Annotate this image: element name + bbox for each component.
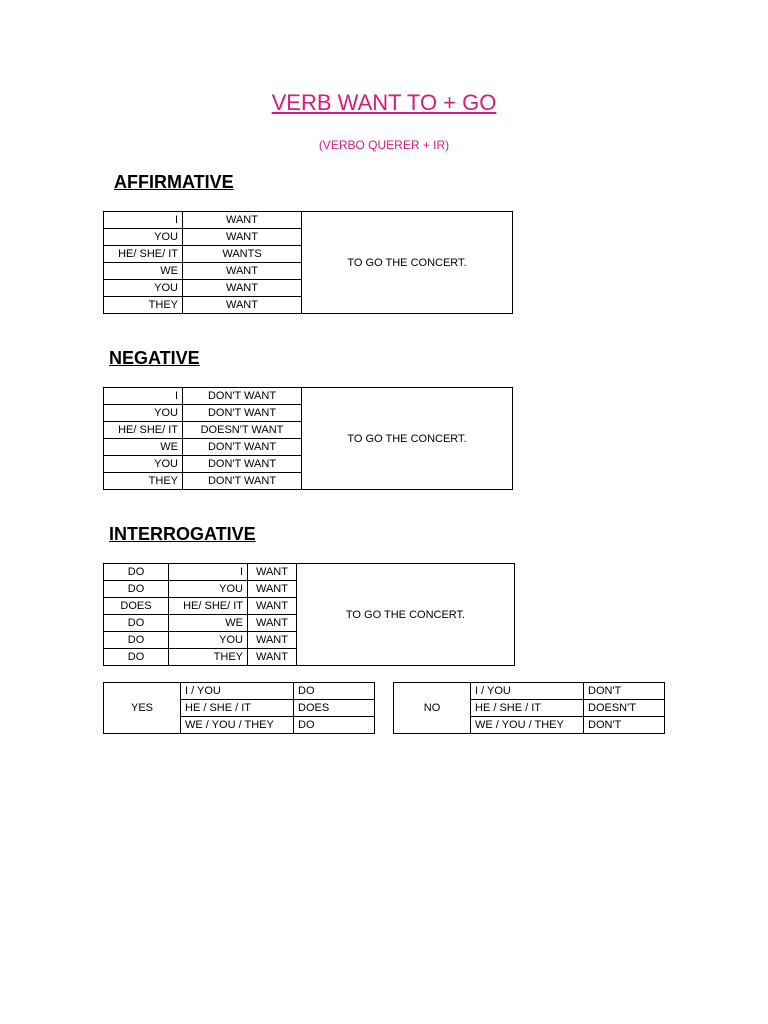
table-row — [394, 683, 665, 700]
verb-cell: WANT — [248, 564, 297, 581]
subject-cell: THEY — [104, 297, 183, 314]
subject-cell: HE / SHE / IT — [471, 700, 584, 717]
verb-cell: DON'T WANT — [183, 456, 302, 473]
page-title: VERB WANT TO + GO — [271, 90, 497, 115]
table-row — [104, 212, 513, 229]
verb-cell: WANT — [183, 280, 302, 297]
verb-cell: WANT — [248, 632, 297, 649]
interrogative-table — [103, 563, 515, 666]
aux-cell: DON'T — [584, 683, 665, 700]
subject-cell: WE — [104, 263, 183, 280]
verb-cell: DON'T WANT — [183, 405, 302, 422]
verb-cell: DON'T WANT — [183, 439, 302, 456]
verb-cell: WANT — [183, 263, 302, 280]
subject-cell: HE/ SHE/ IT — [169, 598, 248, 615]
subject-cell: I / YOU — [471, 683, 584, 700]
subject-cell: HE / SHE / IT — [181, 700, 294, 717]
subject-cell: I — [104, 212, 183, 229]
aux-cell: DO — [294, 683, 375, 700]
affirmative-table — [103, 211, 513, 314]
complement-cell: TO GO THE CONCERT. — [302, 388, 513, 490]
negative-table — [103, 387, 513, 490]
aux-cell: DOESN'T — [584, 700, 665, 717]
subject-cell: HE/ SHE/ IT — [104, 422, 183, 439]
affirmative-heading: AFFIRMATIVE — [114, 172, 234, 192]
table-row — [104, 683, 375, 700]
subject-cell: YOU — [104, 280, 183, 297]
verb-cell: DON'T WANT — [183, 473, 302, 490]
verb-cell: WANT — [248, 598, 297, 615]
subject-cell: YOU — [104, 456, 183, 473]
aux-cell: DO — [104, 581, 169, 598]
aux-cell: DO — [104, 564, 169, 581]
subject-cell: HE/ SHE/ IT — [104, 246, 183, 263]
yes-answers-table — [103, 682, 375, 734]
subject-cell: WE / YOU / THEY — [181, 717, 294, 734]
no-label: NO — [394, 683, 471, 734]
aux-cell: DOES — [104, 598, 169, 615]
verb-cell: DON'T WANT — [183, 388, 302, 405]
verb-cell: WANT — [183, 212, 302, 229]
negative-heading: NEGATIVE — [109, 348, 200, 368]
aux-cell: DON'T — [584, 717, 665, 734]
no-answers-table — [393, 682, 665, 734]
complement-cell: TO GO THE CONCERT. — [302, 212, 513, 314]
verb-cell: WANT — [248, 581, 297, 598]
subject-cell: WE — [104, 439, 183, 456]
verb-cell: WANTS — [183, 246, 302, 263]
verb-cell: WANT — [248, 649, 297, 666]
aux-cell: DO — [294, 717, 375, 734]
subject-cell: THEY — [104, 473, 183, 490]
subject-cell: YOU — [104, 229, 183, 246]
page-subtitle: (VERBO QUERER + IR) — [318, 138, 450, 152]
aux-cell: DO — [104, 615, 169, 632]
subject-cell: I — [169, 564, 248, 581]
aux-cell: DO — [104, 632, 169, 649]
verb-cell: WANT — [183, 229, 302, 246]
interrogative-heading: INTERROGATIVE — [109, 524, 256, 544]
subject-cell: I — [104, 388, 183, 405]
table-row — [104, 388, 513, 405]
subject-cell: I / YOU — [181, 683, 294, 700]
verb-cell: WANT — [248, 615, 297, 632]
complement-cell: TO GO THE CONCERT. — [297, 564, 515, 666]
table-row — [104, 564, 515, 581]
yes-label: YES — [104, 683, 181, 734]
subject-cell: YOU — [169, 581, 248, 598]
subject-cell: YOU — [104, 405, 183, 422]
aux-cell: DOES — [294, 700, 375, 717]
subject-cell: WE / YOU / THEY — [471, 717, 584, 734]
verb-cell: DOESN'T WANT — [183, 422, 302, 439]
subject-cell: YOU — [169, 632, 248, 649]
verb-cell: WANT — [183, 297, 302, 314]
subject-cell: WE — [169, 615, 248, 632]
subject-cell: THEY — [169, 649, 248, 666]
aux-cell: DO — [104, 649, 169, 666]
